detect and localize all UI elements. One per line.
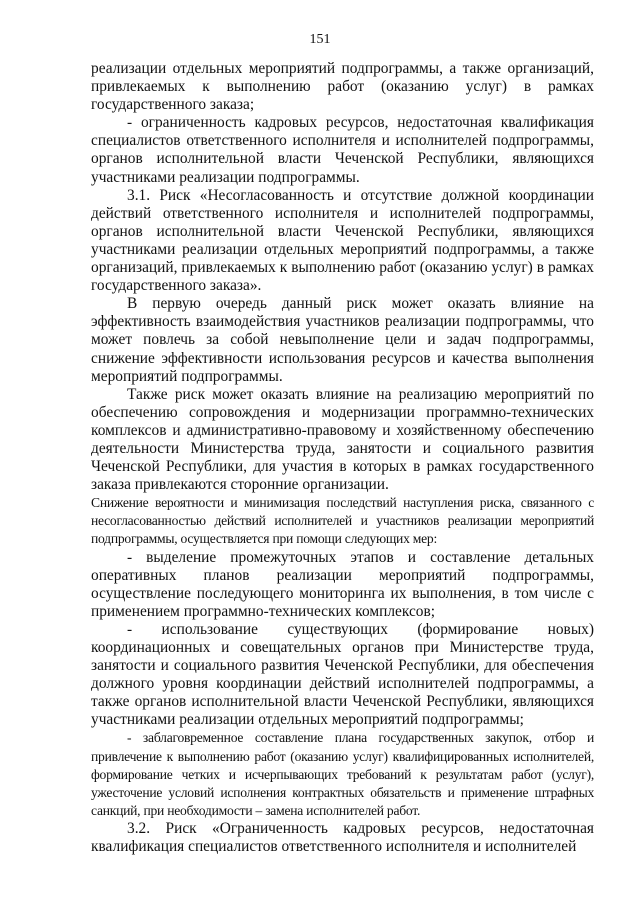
paragraph-also-risk: Также риск может оказать влияние на реализацию мероприятий по обеспечению сопровождения и модернизации программно-технических комплексов и административно-правовому и хозяйственному обеспечению деятельности Министерства труда, занятости и социального развития Чеченской Республики, для участия в которых в рамках государственного заказа привлекаются сторонние организации. [91,385,594,494]
list-item-interim-stages: - выделение промежуточных этапов и составление детальных оперативных планов реализации мероприятий подпрограммы, осуществление последующего мониторинга их выполнения, в том числе с применением программно-технических комплексов; [91,548,594,620]
paragraph-first-priority: В первую очередь данный риск может оказать влияние на эффективность взаимодействия участников реализации подпрограммы, что может повлечь за собой невыполнение цели и задач подпрограммы, снижение эффективности использования ресурсов и качества выполнения мероприятий подпрограммы. [91,295,594,385]
risk-3-1-heading: 3.1. Риск «Несогласованность и отсутствие должной координации действий ответственного исполнителя и исполнителей подпрограммы, органов исполнительной власти Чеченской Республики, являющихся участниками реализации отдельных мероприятий подпрограммы, а также организаций, привлекаемых к выполнению работ (оказанию услуг) в рамках государственного заказа». [91,186,594,295]
paragraph-continuation: реализации отдельных мероприятий подпрограммы, а также организаций, привлекаемых к выполнению работ (оказанию услуг) в рамках государственного заказа; [91,60,594,114]
list-item-procurement-plan: - заблаговременное составление плана государственных закупок, отбор и привлечение к выполнению работ (оказанию услуг) квалифицированных исполнителей, формирование четких и исчерпывающих требований к результатам работ (услуг), ужесточение условий исполнения контрактных обязательств и применение штрафных санкций, при необходимости – замена исполнителей работ. [91,730,594,818]
risk-3-2-heading: 3.2. Риск «Ограниченность кадровых ресурсов, недостаточная квалификация специалистов ответственного исполнителя и исполнителей [91,819,594,856]
page-number: 151 [309,32,331,47]
list-item-staff-limitation: - ограниченность кадровых ресурсов, недостаточная квалификация специалистов ответственного исполнителя и исполнителей подпрограммы, органов исполнительной власти Чеченской Республики, являющихся участниками реализации подпрограммы. [91,114,594,186]
paragraph-mitigation-intro: Снижение вероятности и минимизация последствий наступления риска, связанного с несогласованностью действий исполнителей и участников реализации мероприятий подпрограммы, осуществляется при помощи следующих мер: [91,495,594,547]
list-item-coordination-bodies: - использование существующих (формирование новых) координационных и совещательных органов при Министерстве труда, занятости и социального развития Чеченской Республики, для обеспечения должного уровня координации действий исполнителей подпрограммы, а также органов исполнительной власти Чеченской Республики, являющихся участниками реализации отдельных мероприятий подпрограммы; [91,620,594,729]
document-body [91,60,594,856]
